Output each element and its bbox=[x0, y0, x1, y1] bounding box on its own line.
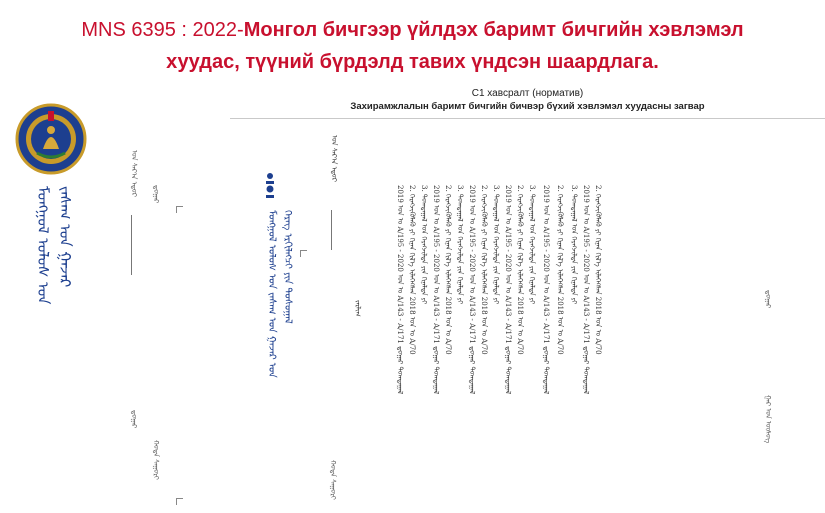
doc-body-col-17: 2. ᠬᠡᠷᠡᠭᠵᠢᠭᠦᠯᠡᠬᠦ ᠶᠢ ᠬᠢᠨᠠᠨ ᠬᠢᠯ᠎ᠡ ᠢᠯᠡᠭᠡᠭᠰᠡᠨ 2018 ᠣᠨ ᠤ A/70 bbox=[594, 185, 602, 355]
center-script-col-2: ᠬᠡᠷᠡᠭ ᠡᠷᠬᠢᠯᠡᠭᠴᠢ ᠶᠢᠨ ᠲᠣᠰᠣᠭᠠᠯ bbox=[282, 210, 293, 324]
center-field-line bbox=[331, 210, 332, 250]
doc-body-col-7: 2019 ᠣᠨ ᠤ A/195 - 2020 ᠣᠨ ᠤ A/143 - A/171 ᠳ᠋ᠤᠭᠠᠷ ᠲᠣᠭᠲᠠᠭᠠᠯ bbox=[432, 185, 440, 395]
right-mark-1: ᠳ᠋ᠤᠭᠠᠷ bbox=[764, 290, 772, 309]
form-field-label-b: ᠳ᠋ᠤᠭᠠᠷ bbox=[152, 185, 160, 204]
corner-mark-1 bbox=[176, 206, 183, 213]
document-title: Захирамжлалын баримт бичгийн бичвэр бүхий хэвлэмэл хуудасны загвар bbox=[350, 101, 705, 112]
form-field-line-a bbox=[131, 215, 132, 275]
doc-body-col-13: 2019 ᠣᠨ ᠤ A/195 - 2020 ᠣᠨ ᠤ A/143 - A/171 ᠳ᠋ᠤᠭᠠᠷ ᠲᠣᠭᠲᠠᠭᠠᠯ bbox=[504, 185, 512, 395]
center-date-field: ᠣᠨ ᠰᠠᠷ᠎ᠠ ᠡᠳᠦᠷ bbox=[330, 135, 338, 182]
doc-body-col-1: 2019 ᠣᠨ ᠤ A/195 - 2020 ᠣᠨ ᠤ A/143 - A/171 ᠳ᠋ᠤᠭᠠᠷ ᠲᠣᠭᠲᠠᠭᠠᠯ bbox=[542, 185, 550, 395]
doc-body-col-11: 2. ᠬᠡᠷᠡᠭᠵᠢᠭᠦᠯᠡᠬᠦ ᠶᠢ ᠬᠢᠨᠠᠨ ᠬᠢᠯ᠎ᠡ ᠢᠯᠡᠭᠡᠭᠰᠡᠨ 2018 ᠣᠨ ᠤ A/70 bbox=[480, 185, 488, 355]
center-order-label: ᠵᠠᠷᠯᠢᠭ bbox=[354, 300, 362, 317]
doc-body-col-15: 3. ᠲᠣᠭᠲᠠᠭᠠᠯ ᠤᠨ ᠬᠡᠷᠡᠭᠵᠢᠯᠲᠡ ᠶᠢᠨ ᠬᠢᠨᠠᠯᠲᠠ ᠶᠢ bbox=[528, 185, 536, 305]
form-field-label-a2: ᠳ᠋ᠤᠭᠠᠷ bbox=[130, 410, 138, 429]
soyombo-icon bbox=[264, 172, 276, 202]
doc-body-col-2: 2. ᠬᠡᠷᠡᠭᠵᠢᠭᠦᠯᠡᠬᠦ ᠶᠢ ᠬᠢᠨᠠᠨ ᠬᠢᠯ᠎ᠡ ᠢᠯᠡᠭᠡᠭᠰᠡᠨ 2018 ᠣᠨ ᠤ A/70 bbox=[556, 185, 564, 355]
form-field-label-a: ᠣᠨ ᠰᠠᠷ᠎ᠠ ᠡᠳᠦᠷ bbox=[130, 150, 138, 197]
header-divider bbox=[230, 118, 825, 119]
doc-body-col-9: 3. ᠲᠣᠭᠲᠠᠭᠠᠯ ᠤᠨ ᠬᠡᠷᠡᠭᠵᠢᠯᠲᠡ ᠶᠢᠨ ᠬᠢᠨᠠᠯᠲᠠ ᠶᠢ bbox=[456, 185, 464, 305]
doc-body-col-10: 2019 ᠣᠨ ᠤ A/195 - 2020 ᠣᠨ ᠤ A/143 - A/171 ᠳ᠋ᠤᠭᠠᠷ ᠲᠣᠭᠲᠠᠭᠠᠯ bbox=[468, 185, 476, 395]
left-script-col-2: ᠵᠠᠰᠠᠭ ᠤᠨ ᠭᠠᠵᠠᠷ bbox=[56, 186, 74, 288]
corner-mark-2 bbox=[176, 498, 183, 505]
slide-title bbox=[0, 14, 825, 78]
form-field-label-c: ᠬᠣᠲᠠ ᠰᠠᠭᠤᠷᠢ bbox=[152, 440, 160, 480]
doc-body-col-3: 3. ᠲᠣᠭᠲᠠᠭᠠᠯ ᠤᠨ ᠬᠡᠷᠡᠭᠵᠢᠯᠲᠡ ᠶᠢᠨ ᠬᠢᠨᠠᠯᠲᠠ ᠶᠢ bbox=[570, 185, 578, 305]
doc-body-col-14: 2. ᠬᠡᠷᠡᠭᠵᠢᠭᠦᠯᠡᠬᠦ ᠶᠢ ᠬᠢᠨᠠᠨ ᠬᠢᠯ᠎ᠡ ᠢᠯᠡᠭᠡᠭᠰᠡᠨ 2018 ᠣᠨ ᠤ A/70 bbox=[516, 185, 524, 355]
left-script-col-1: ᠮᠣᠩᠭᠣᠯ ᠤᠯᠤᠰ ᠤᠨ bbox=[34, 186, 52, 305]
doc-body-col-8: 2. ᠬᠡᠷᠡᠭᠵᠢᠭᠦᠯᠡᠬᠦ ᠶᠢ ᠬᠢᠨᠠᠨ ᠬᠢᠯ᠎ᠡ ᠢᠯᠡᠭᠡᠭᠰᠡᠨ 2018 ᠣᠨ ᠤ A/70 bbox=[444, 185, 452, 355]
doc-body-col-5: 2. ᠬᠡᠷᠡᠭᠵᠢᠭᠦᠯᠡᠬᠦ ᠶᠢ ᠬᠢᠨᠠᠨ ᠬᠢᠯ᠎ᠡ ᠢᠯᠡᠭᠡᠭᠰᠡᠨ 2018 ᠣᠨ ᠤ A/70 bbox=[408, 185, 416, 355]
state-emblem-icon bbox=[15, 103, 87, 175]
document-header bbox=[230, 88, 825, 113]
doc-body-col-4: 2019 ᠣᠨ ᠤ A/195 - 2020 ᠣᠨ ᠤ A/143 - A/171 ᠳ᠋ᠤᠭᠠᠷ ᠲᠣᠭᠲᠠᠭᠠᠯ bbox=[396, 185, 404, 395]
standard-code: MNS 6395 : 2022- bbox=[81, 19, 244, 41]
doc-body-col-6: 3. ᠲᠣᠭᠲᠠᠭᠠᠯ ᠤᠨ ᠬᠡᠷᠡᠭᠵᠢᠯᠲᠡ ᠶᠢᠨ ᠬᠢᠨᠠᠯᠲᠠ ᠶᠢ bbox=[420, 185, 428, 305]
right-mark-2: ᠭᠠᠷ ᠤᠨ ᠦᠰᠦᠭ bbox=[764, 395, 772, 444]
doc-body-col-12: 3. ᠲᠣᠭᠲᠠᠭᠠᠯ ᠤᠨ ᠬᠡᠷᠡᠭᠵᠢᠯᠲᠡ ᠶᠢᠨ ᠬᠢᠨᠠᠯᠲᠠ ᠶᠢ bbox=[492, 185, 500, 305]
center-script-col-1: ᠮᠣᠩᠭᠣᠯ ᠤᠯᠤᠰ ᠤᠨ ᠵᠠᠰᠠᠭ ᠤᠨ ᠭᠠᠵᠠᠷ ᠤᠨ bbox=[266, 210, 277, 378]
doc-body-col-16: 2019 ᠣᠨ ᠤ A/195 - 2020 ᠣᠨ ᠤ A/143 - A/171 ᠳ᠋ᠤᠭᠠᠷ ᠲᠣᠭᠲᠠᠭᠠᠯ bbox=[582, 185, 590, 395]
title-line-1: Монгол бичгээр үйлдэх баримт бичгийн хэвлэмэл bbox=[243, 19, 744, 41]
annex-label: C1 хавсралт (норматив) bbox=[471, 88, 584, 99]
corner-mark-3 bbox=[300, 250, 307, 257]
center-bottom-mark: ᠬᠣᠲᠠ ᠰᠠᠭᠤᠷᠢ bbox=[329, 460, 337, 500]
title-line-2: хуудас, түүний бүрдэлд тавих үндсэн шаардлага. bbox=[166, 51, 659, 73]
